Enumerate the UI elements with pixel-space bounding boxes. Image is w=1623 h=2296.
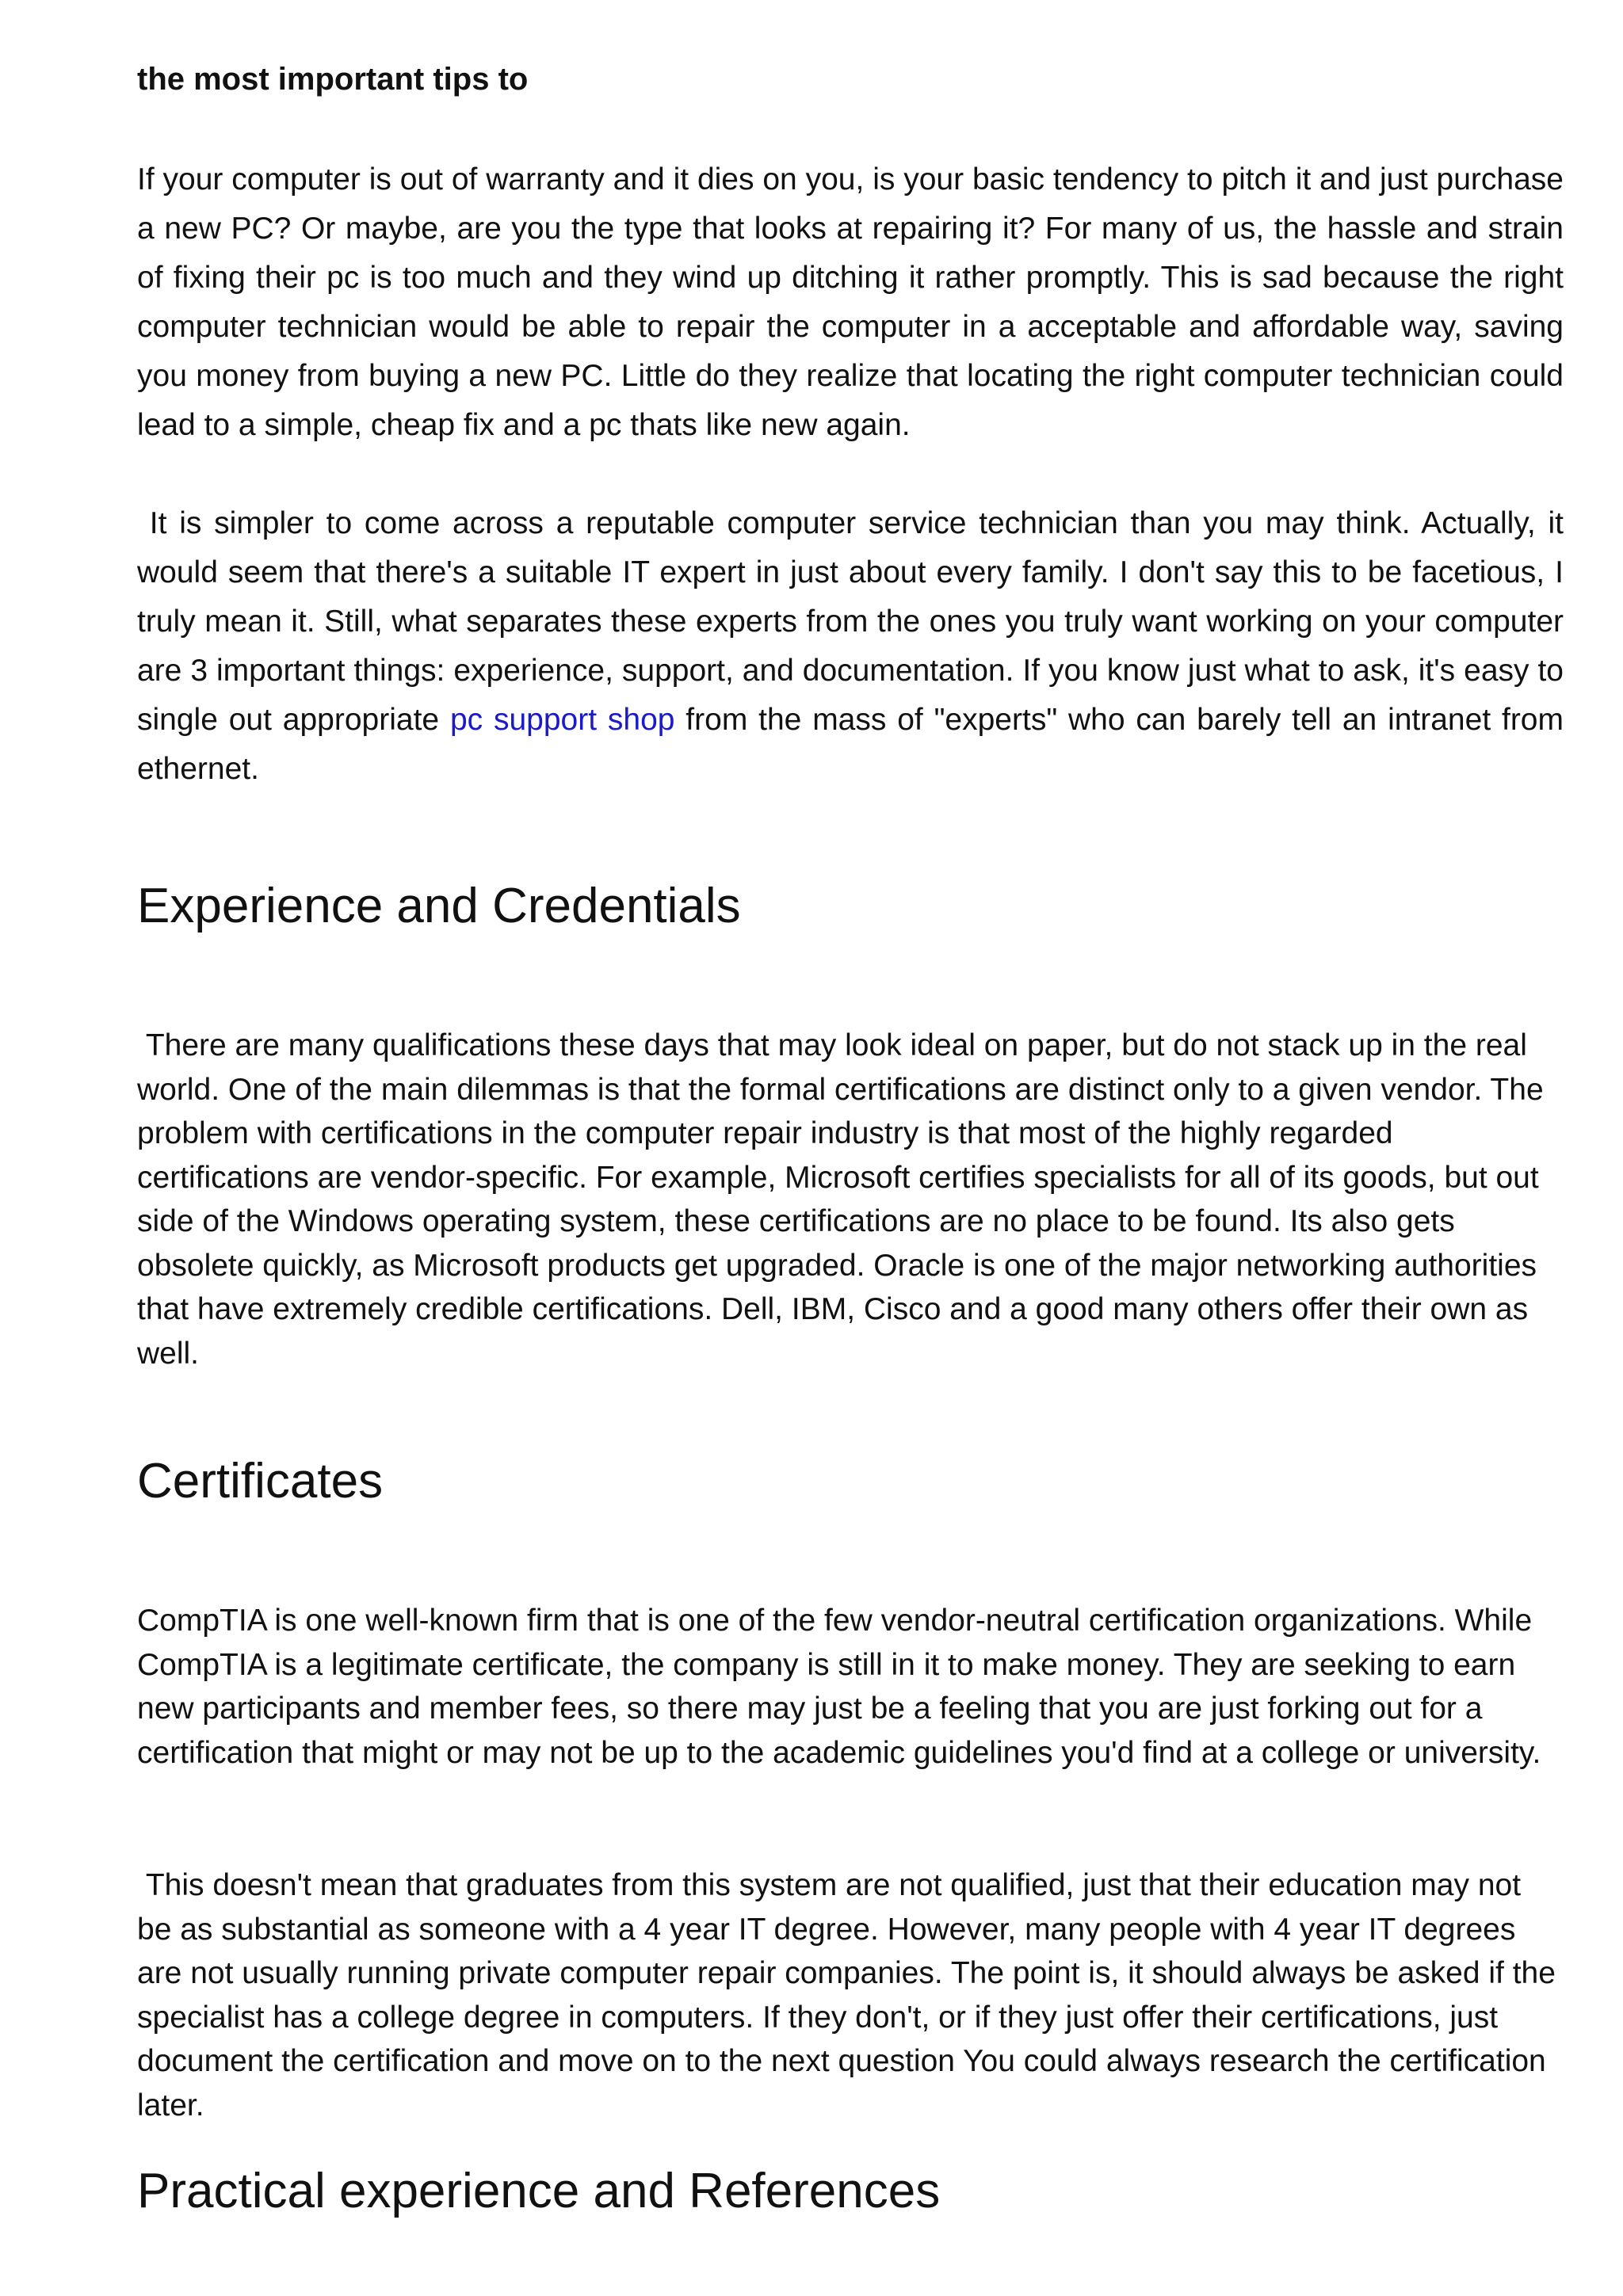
heading-certificates: Certificates — [137, 1454, 384, 1508]
experience-paragraph: There are many qualifications these days that may look ideal on paper, but do not stack up in the real world. One of the main dilemmas is that the formal certifications are distinct only to a given vendor. The problem with certifications in the computer repair industry is that most of the highly regarded certifications are vendor-specific. For example, Microsoft certifies specialists for all of its goods, but out side of the Windows operating system, these certifications are no place to be found. Its also gets obsolete quickly, as Microsoft products get upgraded. Oracle is one of the major networking authorities that have extremely credible certifications. Dell, IBM, Cisco and a good many others offer their own as well. — [137, 1028, 1544, 1371]
second-paragraph — [137, 499, 1564, 794]
heading-experience-credentials: Experience and Credentials — [137, 879, 741, 933]
heading-practical-experience-references: Practical experience and References — [137, 2164, 941, 2218]
certificates-paragraph-2: This doesn't mean that graduates from this system are not qualified, just that their education may not be as substantial as someone with a 4 year IT degree. However, many people with 4 year IT degrees are not usually running private computer repair companies. The point is, it should always be asked if the specialist has a college degree in computers. If they don't, or if they just offer their certifications, just document the certification and move on to the next question You could always research the certification later. — [137, 1868, 1556, 2122]
document-title: the most important tips to — [137, 62, 529, 97]
intro-paragraph: If your computer is out of warranty and it dies on you, is your basic tendency to pitch it and just purchase a new PC? Or maybe, are you the type that looks at repairing it? For many of us, the hassle and strain of fixing their pc is too much and they wind up ditching it rather promptly. This is sad because the right computer technician would be able to repair the computer in a acceptable and affordable way, saving you money from buying a new PC. Little do they realize that locating the right computer technician could lead to a simple, cheap fix and a pc thats like new again. — [137, 162, 1564, 442]
second-paragraph-text-end: from the mass of "experts" who can barely tell an intranet from ethernet. — [137, 703, 1564, 786]
certificates-paragraph-1: CompTIA is one well-known firm that is one of the few vendor-neutral certification organizations. While CompTIA is a legitimate certificate, the company is still in it to make money. They are seeking to earn new participants and member fees, so there may just be a feeling that you are just forking out for a certification that might or may not be up to the academic guidelines you'd find at a college or university. — [137, 1604, 1541, 1770]
second-paragraph-text: It is simpler to come across a reputable computer service technician than you may think. Actually, it would seem that there's a suitable IT expert in just about every family. I don't say this to be facetious, I truly mean it. Still, what separates these experts from the ones you truly want working on your computer are 3 important things: experience, support, and documentation. If you know just what to ask, it's easy to single out appropriate — [137, 506, 1564, 737]
pc-support-shop-link[interactable]: pc support shop — [449, 703, 675, 737]
